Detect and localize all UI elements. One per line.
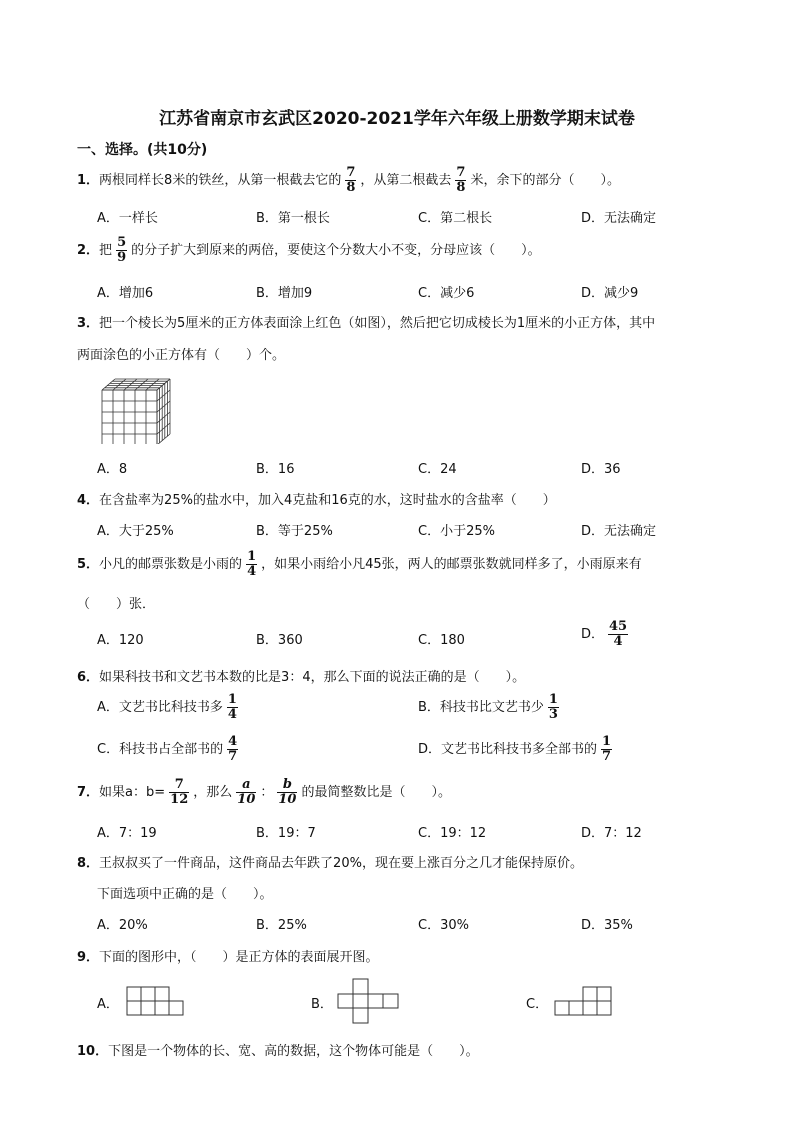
option-c: C．30% bbox=[418, 918, 469, 933]
question-2: 2．把 $\frac{5}{9}$ 的分子扩大到原来的两倍，要使这个分数大小不变，分母应该（ ）。 bbox=[77, 235, 541, 265]
option-b: B． bbox=[311, 997, 333, 1012]
option-d: D．文艺书比科技书多全部书的 $\frac{1}{7}$ bbox=[418, 734, 612, 764]
fraction: $\frac{1}{7}$ bbox=[602, 734, 612, 764]
option-b: B．增加9 bbox=[256, 286, 313, 301]
option-b: B．等于25% bbox=[256, 524, 333, 539]
option-d: D．无法确定 bbox=[581, 524, 657, 539]
option-b: B．科技书比文艺书少 $\frac{1}{3}$ bbox=[418, 692, 558, 722]
option-c: C．24 bbox=[418, 462, 457, 477]
page-title: 江苏省南京市玄武区2020-2021学年六年级上册数学期末试卷 bbox=[159, 109, 635, 129]
fraction: $\frac{1}{3}$ bbox=[548, 692, 558, 722]
option-a: A．大于25% bbox=[97, 524, 174, 539]
cube-grid-figure bbox=[100, 376, 172, 444]
option-a: A．120 bbox=[97, 633, 144, 648]
question-8-line2: 下面选项中正确的是（ ）。 bbox=[97, 887, 273, 902]
fraction: $\frac{b}{10}$ bbox=[278, 777, 297, 807]
option-d: D．7：12 bbox=[581, 826, 642, 841]
question-4: 4．在含盐率为25%的盐水中，加入4克盐和16克的水，这时盐水的含盐率（ ） bbox=[77, 493, 556, 508]
fraction: $\frac{45}{4}$ bbox=[609, 619, 628, 649]
option-b: B．25% bbox=[256, 918, 307, 933]
question-10: 10．下图是一个物体的长、宽、高的数据，这个物体可能是（ ）。 bbox=[77, 1044, 479, 1059]
question-7: 7．如果a：b= $\frac{7}{12}$ ，那么 $\frac{a}{10}$ ： $\frac{b}{10}$ 的最简整数比是（ ）。 bbox=[77, 777, 451, 807]
fraction: $\frac{a}{10}$ bbox=[237, 777, 256, 807]
option-b: B．360 bbox=[256, 633, 303, 648]
option-c: C．第二根长 bbox=[418, 211, 493, 226]
option-c: C． bbox=[526, 997, 549, 1012]
fraction: $\frac{1}{4}$ bbox=[227, 692, 237, 722]
option-d: D．35% bbox=[581, 918, 633, 933]
net-figure-a bbox=[126, 986, 186, 1016]
question-5-line2: （ ）张． bbox=[77, 597, 156, 612]
question-3: 3．把一个棱长为5厘米的正方体表面涂上红色（如图），然后把它切成棱长为1厘米的小正方体，其中 bbox=[77, 316, 656, 331]
option-c: C．科技书占全部书的 $\frac{4}{7}$ bbox=[97, 734, 238, 764]
fraction: $\frac{7}{8}$ bbox=[346, 165, 356, 195]
option-c: C．小于25% bbox=[418, 524, 495, 539]
fraction: $\frac{1}{4}$ bbox=[247, 549, 257, 579]
question-6: 6．如果科技书和文艺书本数的比是3：4，那么下面的说法正确的是（ ）。 bbox=[77, 670, 526, 685]
option-d: D． $\frac{45}{4}$ bbox=[581, 619, 628, 649]
option-c: C．减少6 bbox=[418, 286, 475, 301]
fraction: $\frac{5}{9}$ bbox=[117, 235, 127, 265]
question-5: 5．小凡的邮票张数是小雨的 $\frac{1}{4}$ ，如果小雨给小凡45张，两人的邮票张数就同样多了，小雨原来有 bbox=[77, 549, 642, 579]
option-a: A．增加6 bbox=[97, 286, 154, 301]
question-1: 1．两根同样长8米的铁丝，从第一根截去它的 $\frac{7}{8}$ ，从第二根截去 $\frac{7}{8}$ 米，余下的部分（ ）。 bbox=[77, 165, 620, 195]
option-d: D．无法确定 bbox=[581, 211, 657, 226]
fraction: $\frac{7}{12}$ bbox=[170, 777, 189, 807]
net-figure-b bbox=[336, 978, 400, 1024]
option-d: D．减少9 bbox=[581, 286, 639, 301]
fraction: $\frac{4}{7}$ bbox=[228, 734, 238, 764]
section-heading: 一、选择。(共10分) bbox=[77, 142, 208, 158]
option-a: A．20% bbox=[97, 918, 148, 933]
option-a: A．7：19 bbox=[97, 826, 157, 841]
question-3-line2: 两面涂色的小正方体有（ ）个。 bbox=[77, 348, 286, 363]
question-8: 8．王叔叔买了一件商品，这件商品去年跌了20%，现在要上涨百分之几才能保持原价。 bbox=[77, 856, 583, 871]
option-c: C．19：12 bbox=[418, 826, 487, 841]
option-a: A．8 bbox=[97, 462, 128, 477]
option-d: D．36 bbox=[581, 462, 621, 477]
option-a: A． bbox=[97, 997, 119, 1012]
option-a: A．文艺书比科技书多 $\frac{1}{4}$ bbox=[97, 692, 237, 722]
option-b: B．第一根长 bbox=[256, 211, 330, 226]
option-b: B．19：7 bbox=[256, 826, 316, 841]
question-9: 9．下面的图形中，（ ）是正方体的表面展开图。 bbox=[77, 950, 379, 965]
net-figure-c bbox=[554, 986, 614, 1016]
fraction: $\frac{7}{8}$ bbox=[456, 165, 466, 195]
option-a: A．一样长 bbox=[97, 211, 158, 226]
option-b: B．16 bbox=[256, 462, 295, 477]
option-c: C．180 bbox=[418, 633, 465, 648]
